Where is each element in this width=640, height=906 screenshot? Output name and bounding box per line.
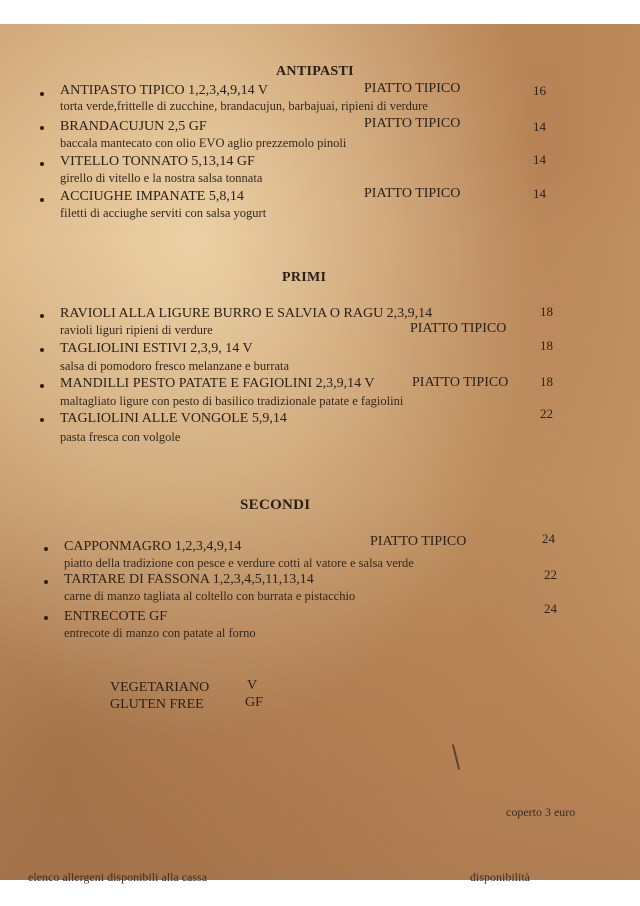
menu-item-name: ENTRECOTE GF — [64, 609, 168, 624]
menu-item-price: 22 — [544, 567, 557, 582]
legend-label-gluten-free: GLUTEN FREE — [110, 697, 204, 712]
piatto-tipico-tag: PIATTO TIPICO — [410, 321, 507, 336]
bullet — [40, 348, 44, 352]
menu-item-description: carne di manzo tagliata al coltello con burrata e pistacchio — [64, 589, 356, 603]
bullet — [40, 314, 44, 318]
menu-item-name: CAPPONMAGRO 1,2,3,4,9,14 — [64, 539, 242, 554]
piatto-tipico-tag: PIATTO TIPICO — [364, 81, 461, 96]
menu-item-name: TARTARE DI FASSONA 1,2,3,4,5,11,13,14 — [64, 572, 314, 587]
bullet — [44, 616, 48, 620]
pen-mark — [452, 744, 460, 770]
piatto-tipico-tag: PIATTO TIPICO — [412, 375, 509, 390]
menu-item-name: BRANDACUJUN 2,5 GF — [60, 119, 207, 134]
bullet — [44, 547, 48, 551]
menu-item-name: MANDILLI PESTO PATATE E FAGIOLINI 2,3,9,14 V — [60, 376, 375, 391]
menu-item-description: entrecote di manzo con patate al forno — [64, 626, 256, 640]
menu-item-price: 18 — [540, 304, 553, 319]
coperto-note: coperto 3 euro — [506, 805, 576, 819]
menu-item-name: TAGLIOLINI ESTIVI 2,3,9, 14 V — [60, 341, 253, 356]
menu-item-price: 24 — [542, 531, 555, 546]
menu-item-description: salsa di pomodoro fresco melanzane e burrata — [60, 359, 290, 373]
legend-label-vegetariano: VEGETARIANO — [110, 680, 210, 695]
piatto-tipico-tag: PIATTO TIPICO — [364, 116, 461, 131]
menu-item-name: RAVIOLI ALLA LIGURE BURRO E SALVIA O RAGU 2,3,9,14 — [60, 306, 433, 321]
menu-item-price: 22 — [540, 406, 553, 421]
menu-item-description: baccala mantecato con olio EVO aglio prezzemolo pinoli — [60, 136, 347, 150]
menu-item-description: girello di vitello e la nostra salsa tonnata — [60, 171, 263, 185]
piatto-tipico-tag: PIATTO TIPICO — [370, 534, 467, 549]
menu-item-price: 18 — [540, 338, 553, 353]
menu-item-price: 14 — [533, 119, 546, 134]
allergeni-note: elenco allergeni disponibili alla cassa — [28, 870, 208, 884]
bullet — [40, 126, 44, 130]
menu-item-price: 16 — [533, 83, 546, 98]
menu-item-name: TAGLIOLINI ALLE VONGOLE 5,9,14 — [60, 411, 287, 426]
section-heading-primi: PRIMI — [282, 270, 327, 285]
menu-item-description: ravioli liguri ripieni di verdure — [60, 323, 213, 337]
menu-item-name: ACCIUGHE IMPANATE 5,8,14 — [60, 189, 244, 204]
legend-code-v: V — [247, 678, 258, 693]
section-heading-secondi: SECONDI — [240, 497, 311, 513]
menu-item-price: 24 — [544, 601, 557, 616]
menu-item-description: torta verde,frittelle di zucchine, brandacujun, barbajuai, ripieni di verdure — [60, 99, 428, 113]
bullet — [40, 162, 44, 166]
bullet — [40, 384, 44, 388]
menu-item-description: filetti di acciughe serviti con salsa yogurt — [60, 206, 267, 220]
bullet — [40, 198, 44, 202]
bullet — [40, 92, 44, 96]
menu-item-price: 14 — [533, 186, 546, 201]
menu-item-price: 18 — [540, 374, 553, 389]
bullet — [44, 580, 48, 584]
menu-item-description: maltagliato ligure con pesto di basilico tradizionale patate e fagiolini — [60, 394, 404, 408]
piatto-tipico-tag: PIATTO TIPICO — [364, 186, 461, 201]
disponibilita-note: disponibilità — [470, 870, 530, 884]
menu-item-name: ANTIPASTO TIPICO 1,2,3,4,9,14 V — [60, 83, 268, 98]
bullet — [40, 418, 44, 422]
menu-page — [0, 24, 640, 884]
menu-item-name: VITELLO TONNATO 5,13,14 GF — [60, 154, 255, 169]
legend-code-gf: GF — [245, 695, 263, 710]
menu-item-price: 14 — [533, 152, 546, 167]
menu-item-description: pasta fresca con volgole — [60, 430, 181, 444]
menu-item-description: piatto della tradizione con pesce e verdure cotti al vatore e salsa verde — [64, 556, 414, 570]
section-heading-antipasti: ANTIPASTI — [276, 64, 354, 79]
